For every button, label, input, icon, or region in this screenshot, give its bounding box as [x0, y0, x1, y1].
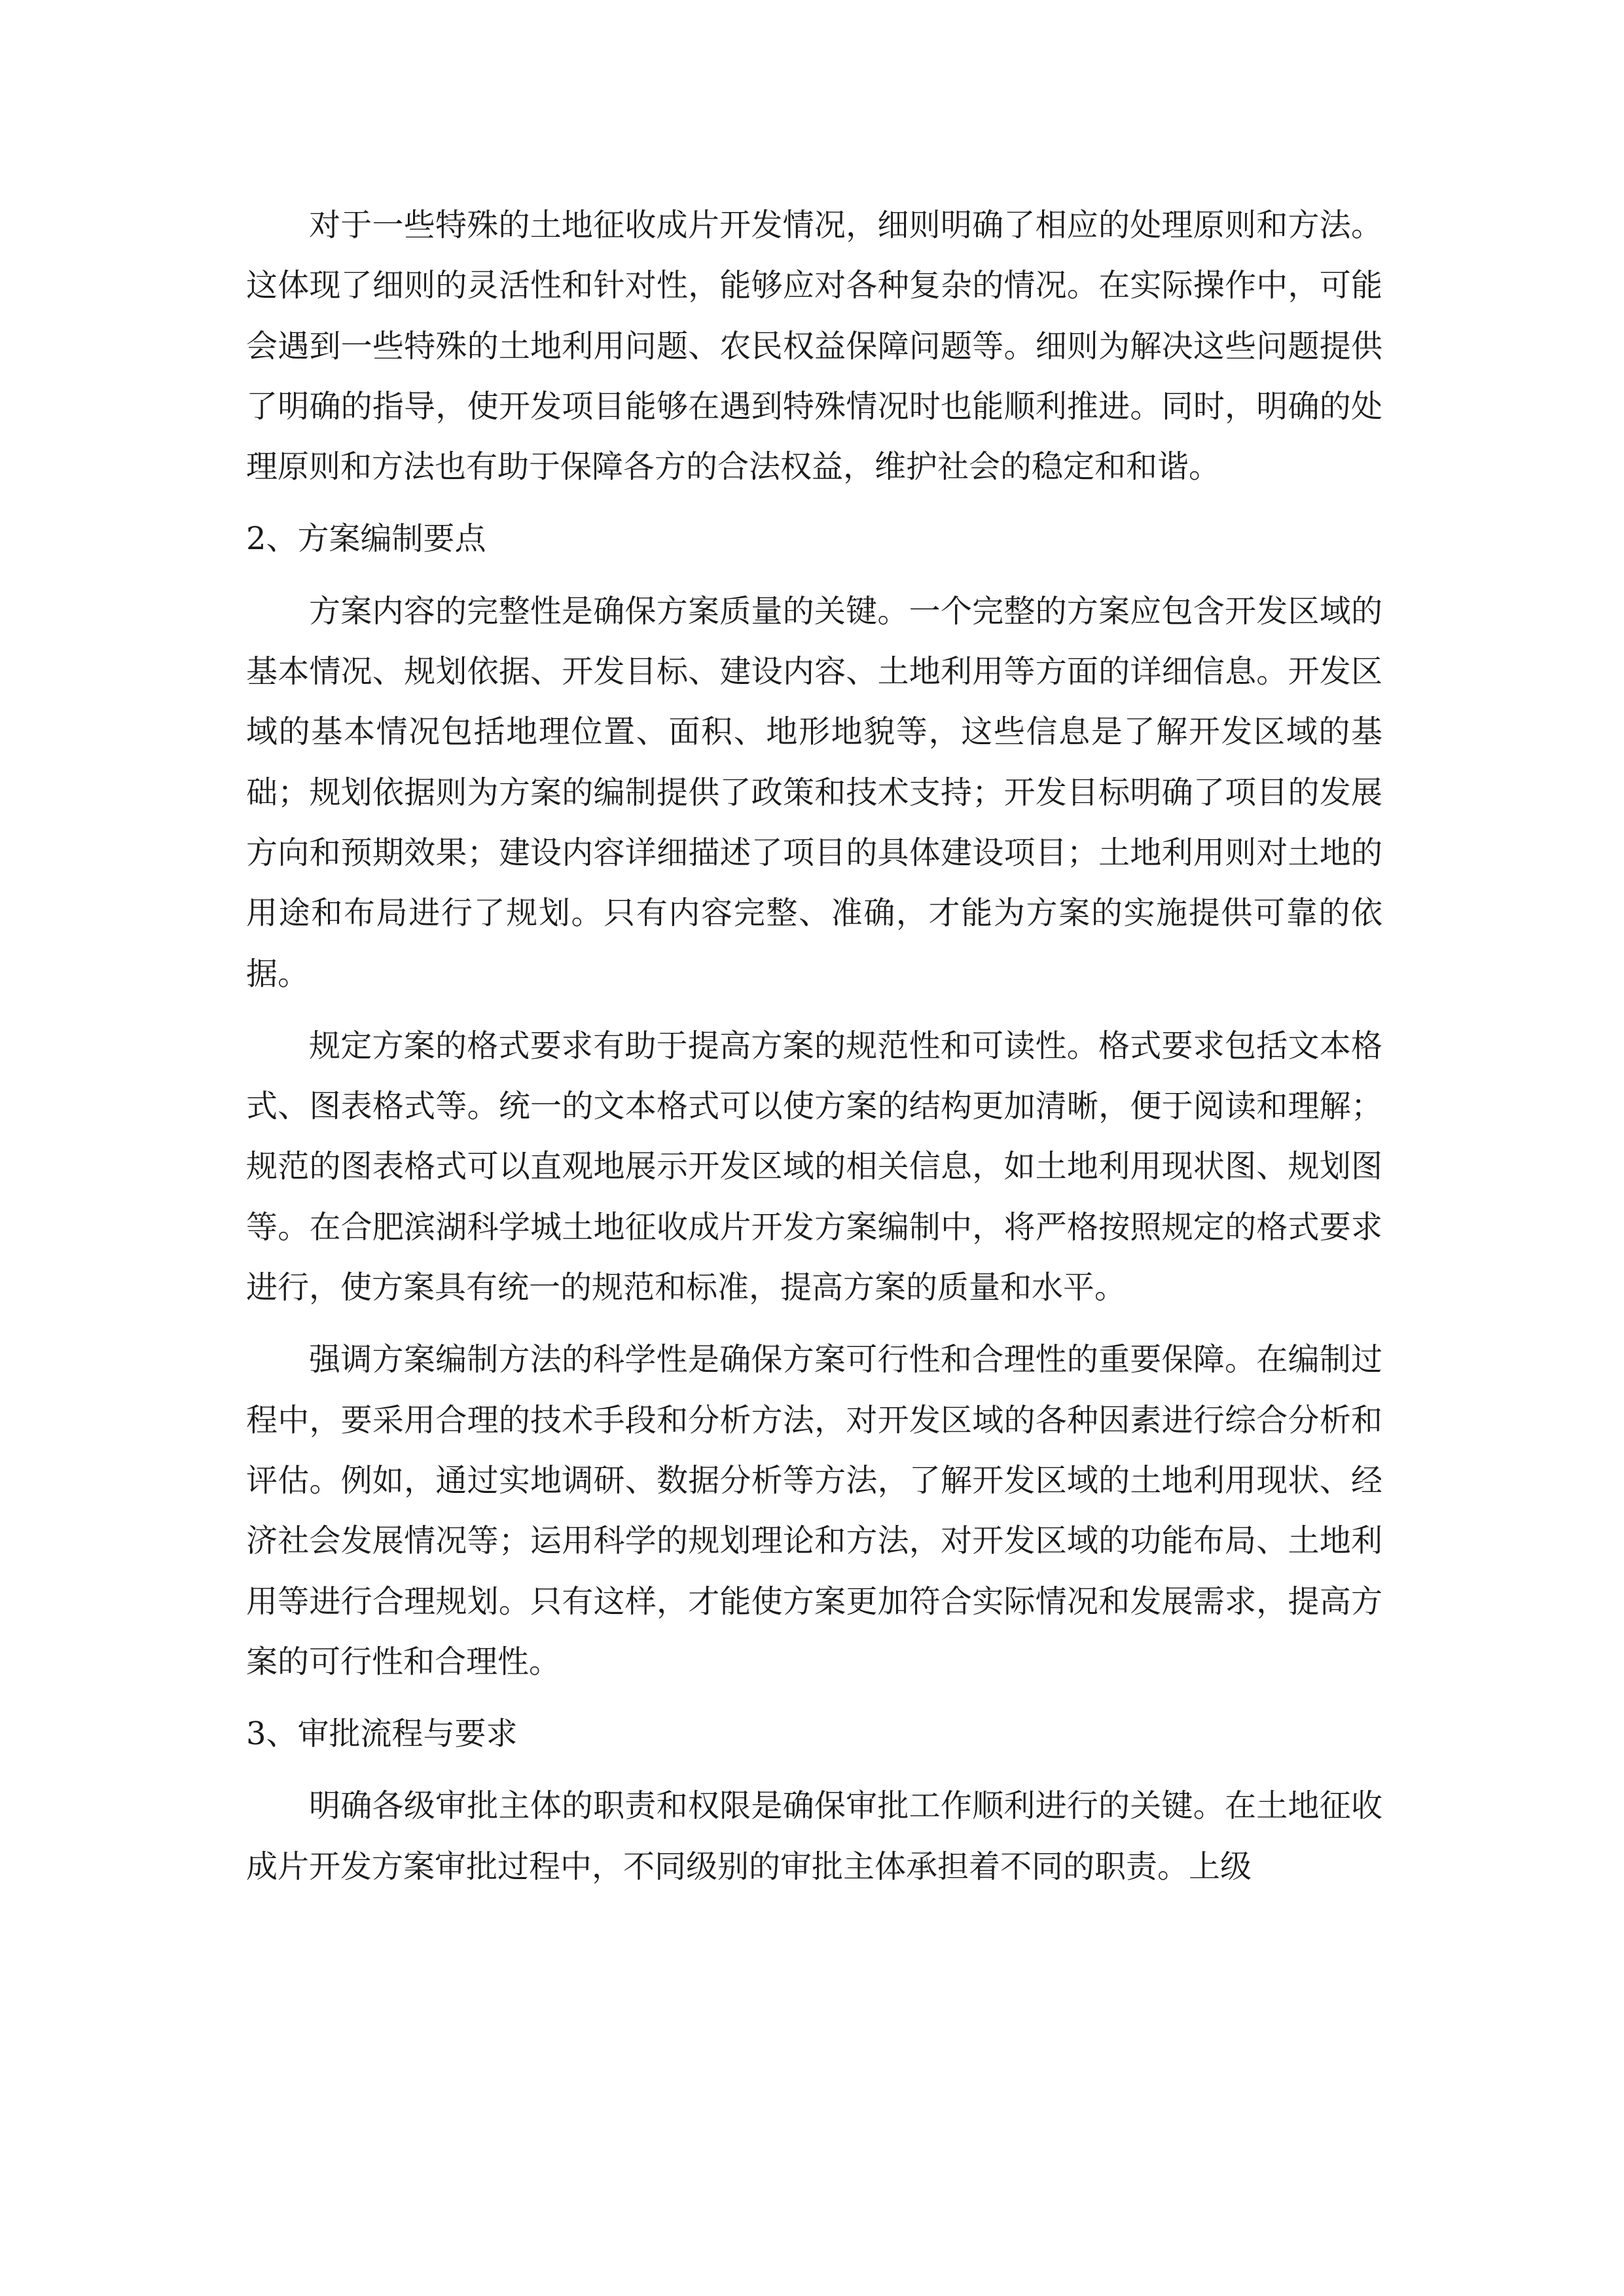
paragraph-plan-completeness: 方案内容的完整性是确保方案质量的关键。一个完整的方案应包含开发区域的基本情况、规划依据、开发目标、建设内容、土地利用等方面的详细信息。开发区域的基本情况包括地理位置、面积、地形地貌等，这些信息是了解开发区域的基础；规划依据则为方案的编制提供了政策和技术支持；开发目标明确了项目的发展方向和预期效果；建设内容详细描述了项目的具体建设项目；土地利用则对土地的用途和布局进行了规划。只有内容完整、准确，才能为方案的实施提供可靠的依据。 [246, 592, 1382, 992]
section-heading-approval-process: 3、审批流程与要求 [246, 1715, 518, 1753]
paragraph-special-cases: 对于一些特殊的土地征收成片开发情况，细则明确了相应的处理原则和方法。这体现了细则的灵活性和针对性，能够应对各种复杂的情况。在实际操作中，可能会遇到一些特殊的土地利用问题、农民权益保障问题等。细则为解决这些问题提供了明确的指导，使开发项目能够在遇到特殊情况时也能顺利推进。同时，明确的处理原则和方法也有助于保障各方的合法权益，维护社会的稳定和和谐。 [246, 207, 1382, 486]
section-heading-plan-preparation: 2、方案编制要点 [246, 520, 486, 558]
document-body [246, 195, 1382, 1909]
paragraph-plan-format: 规定方案的格式要求有助于提高方案的规范性和可读性。格式要求包括文本格式、图表格式等。统一的文本格式可以使方案的结构更加清晰，便于阅读和理解；规范的图表格式可以直观地展示开发区域的相关信息，如土地利用现状图、规划图等。在合肥滨湖科学城土地征收成片开发方案编制中，将严格按照规定的格式要求进行，使方案具有统一的规范和标准，提高方案的质量和水平。 [246, 1027, 1382, 1306]
paragraph-approval-responsibility: 明确各级审批主体的职责和权限是确保审批工作顺利进行的关键。在土地征收成片开发方案审批过程中，不同级别的审批主体承担着不同的职责。上级 [246, 1787, 1382, 1885]
paragraph-plan-method: 强调方案编制方法的科学性是确保方案可行性和合理性的重要保障。在编制过程中，要采用合理的技术手段和分析方法，对开发区域的各种因素进行综合分析和评估。例如，通过实地调研、数据分析等方法，了解开发区域的土地利用现状、经济社会发展情况等；运用科学的规划理论和方法，对开发区域的功能布局、土地利用等进行合理规划。只有这样，才能使方案更加符合实际情况和发展需求，提高方案的可行性和合理性。 [246, 1341, 1382, 1680]
